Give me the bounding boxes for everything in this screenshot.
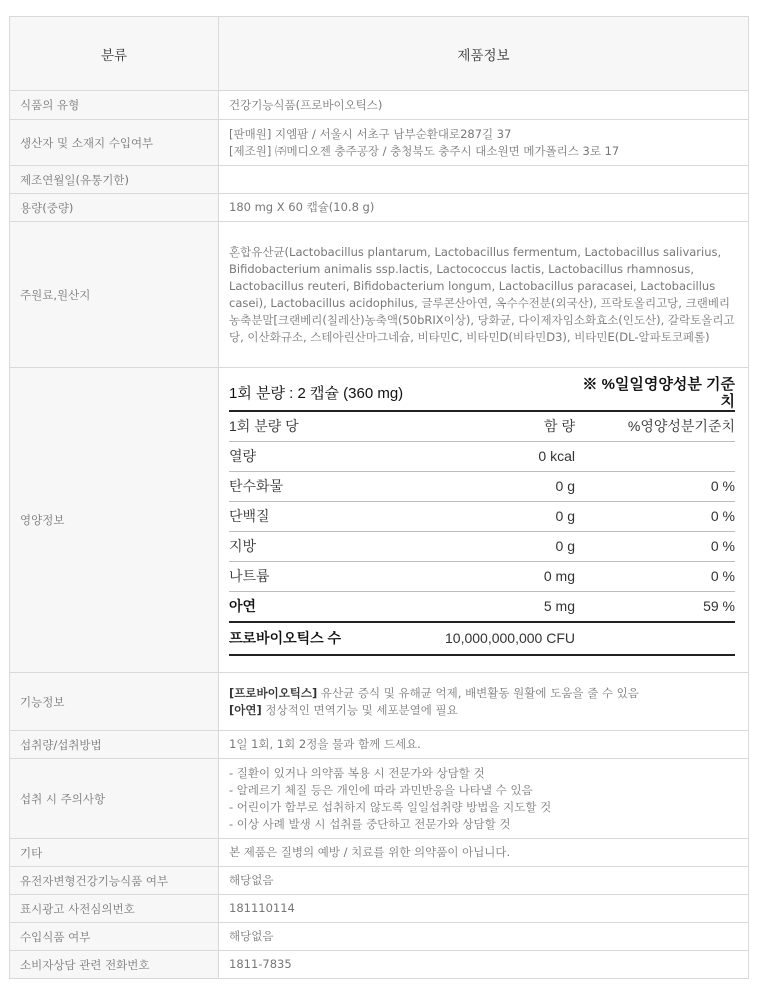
- nutrition-row: [229, 532, 735, 562]
- nutrient-name: 열량: [229, 442, 415, 472]
- function-line-2: [229, 702, 738, 719]
- etc-value: 본 제품은 질병의 예방 / 치료를 위한 의약품이 아닙니다.: [219, 839, 749, 867]
- etc-label: 기타: [10, 839, 219, 867]
- nutrition-table: [229, 376, 735, 656]
- producer-label: 생산자 및 소재지 수입여부: [10, 120, 219, 166]
- nutrient-amount: 0 g: [415, 472, 575, 502]
- ingredients-label: 주원료,원산지: [10, 222, 219, 368]
- table-header: [10, 17, 749, 91]
- nutrient-amount: 0 kcal: [415, 442, 575, 472]
- row-producer: [10, 120, 749, 166]
- row-food-type: [10, 91, 749, 120]
- row-gmo: [10, 867, 749, 895]
- function-line-1: [229, 685, 738, 702]
- food-type-label: 식품의 유형: [10, 91, 219, 120]
- nutrition-row: [229, 472, 735, 502]
- probiotics-label: 프로바이오틱스 수: [229, 622, 415, 655]
- col-per-serving: 1회 분량 당: [229, 411, 415, 442]
- ingredients-value: 혼합유산균(Lactobacillus plantarum, Lactobacillus fermentum, Lactobacillus salivarius, Bifidobacterium animalis ssp.lactis, Lactococcus lactis, Lactobacillus rhamnosus, Lactobacillus reuteri, Bifidobacterium longum, Lactobacillus paracasei, Lactobacillus casei), Lactobacillus acidophilus, 글루콘산아연, 옥수수전분(외국산), 프락토올리고당, 크랜베리농축분말[크랜베리(칠레산)농축액(50bRIX이상), 당화균, 다이제자임소화효소(인도산), 갈락토올리고당, 이산화규소, 스테아린산마그네슘, 비타민C, 비타민D(비타민D3), 비타민E(DL-알파토코페롤): [219, 222, 749, 368]
- nutrition-row: [229, 562, 735, 592]
- row-imported: [10, 923, 749, 951]
- food-type-value: 건강기능식품(프로바이오틱스): [219, 91, 749, 120]
- header-category: 분류: [10, 17, 219, 91]
- daily-value-note: ※ %일일영양성분 기준치: [575, 376, 735, 411]
- row-consumer: [10, 951, 749, 979]
- nutrient-name: 아연: [229, 592, 415, 623]
- function-tag-zinc: [아연]: [229, 702, 262, 717]
- product-info-table: [9, 16, 749, 979]
- ad-review-label: 표시광고 사전심의번호: [10, 895, 219, 923]
- mfg-date-label: 제조연월일(유통기한): [10, 166, 219, 194]
- gmo-value: 해당없음: [219, 867, 749, 895]
- nutrition-label: 영양정보: [10, 368, 219, 673]
- intake-label: 섭취량/섭취방법: [10, 731, 219, 759]
- col-amount: 함 량: [415, 411, 575, 442]
- nutrient-amount: 5 mg: [415, 592, 575, 623]
- row-mfg-date: [10, 166, 749, 194]
- producer-value: [판매원] 지엠팜 / 서울시 서초구 남부순환대로287길 37 [제조원] ㈜메디오젠 충주공장 / 충청북도 충주시 대소원면 메가폴리스 3로 17: [219, 120, 749, 166]
- nutrient-percent: 0 %: [575, 472, 735, 502]
- nutrient-amount: 0 mg: [415, 562, 575, 592]
- imported-value: 해당없음: [219, 923, 749, 951]
- nutrition-column-row: [229, 411, 735, 442]
- nutrition-cell: [219, 368, 749, 673]
- function-value: [219, 673, 749, 731]
- row-intake: [10, 731, 749, 759]
- function-label: 기능정보: [10, 673, 219, 731]
- row-nutrition: [10, 368, 749, 673]
- capacity-value: 180 mg X 60 캡슐(10.8 g): [219, 194, 749, 222]
- row-etc: [10, 839, 749, 867]
- col-percent: %영양성분기준치: [575, 411, 735, 442]
- nutrient-name: 탄수화물: [229, 472, 415, 502]
- capacity-label: 용량(중량): [10, 194, 219, 222]
- row-capacity: [10, 194, 749, 222]
- row-ingredients: [10, 222, 749, 368]
- mfg-date-value: [219, 166, 749, 194]
- caution-value: - 질환이 있거나 의약품 복용 시 전문가와 상담할 것 - 알레르기 체질 등은 개인에 따라 과민반응을 나타낼 수 있음 - 어린이가 함부로 섭취하지 않도록 일일섭취량 방법을 지도할 것 - 이상 사례 발생 시 섭취를 중단하고 전문가와 상담할 것: [219, 759, 749, 839]
- header-product-info: 제품정보: [219, 17, 749, 91]
- nutrient-amount: 0 g: [415, 532, 575, 562]
- nutrient-percent: 59 %: [575, 592, 735, 623]
- probiotics-row: [229, 622, 735, 655]
- imported-label: 수입식품 여부: [10, 923, 219, 951]
- nutrient-percent: 0 %: [575, 502, 735, 532]
- row-function: [10, 673, 749, 731]
- serving-size: 1회 분량 : 2 캡슐 (360 mg): [229, 376, 575, 411]
- consumer-label: 소비자상담 관련 전화번호: [10, 951, 219, 979]
- row-ad-review: [10, 895, 749, 923]
- nutrition-row: [229, 442, 735, 472]
- gmo-label: 유전자변형건강기능식품 여부: [10, 867, 219, 895]
- ad-review-value: 181110114: [219, 895, 749, 923]
- nutrient-name: 단백질: [229, 502, 415, 532]
- probiotics-empty: [575, 622, 735, 655]
- row-caution: [10, 759, 749, 839]
- nutrient-name: 나트륨: [229, 562, 415, 592]
- nutrient-name: 지방: [229, 532, 415, 562]
- nutrient-amount: 0 g: [415, 502, 575, 532]
- nutrient-percent: 0 %: [575, 562, 735, 592]
- nutrient-percent: [575, 442, 735, 472]
- nutrition-row: [229, 592, 735, 623]
- consumer-value: 1811-7835: [219, 951, 749, 979]
- function-text-probiotics: 유산균 증식 및 유해균 억제, 배변활동 원활에 도움을 줄 수 있음: [317, 685, 639, 700]
- function-tag-probiotics: [프로바이오틱스]: [229, 685, 318, 700]
- probiotics-value: 10,000,000,000 CFU: [415, 622, 575, 655]
- caution-label: 섭취 시 주의사항: [10, 759, 219, 839]
- function-text-zinc: 정상적인 면역기능 및 세포분열에 필요: [261, 702, 458, 717]
- nutrient-percent: 0 %: [575, 532, 735, 562]
- intake-value: 1일 1회, 1회 2정을 물과 함께 드세요.: [219, 731, 749, 759]
- nutrition-row: [229, 502, 735, 532]
- nutrition-header: [229, 376, 735, 411]
